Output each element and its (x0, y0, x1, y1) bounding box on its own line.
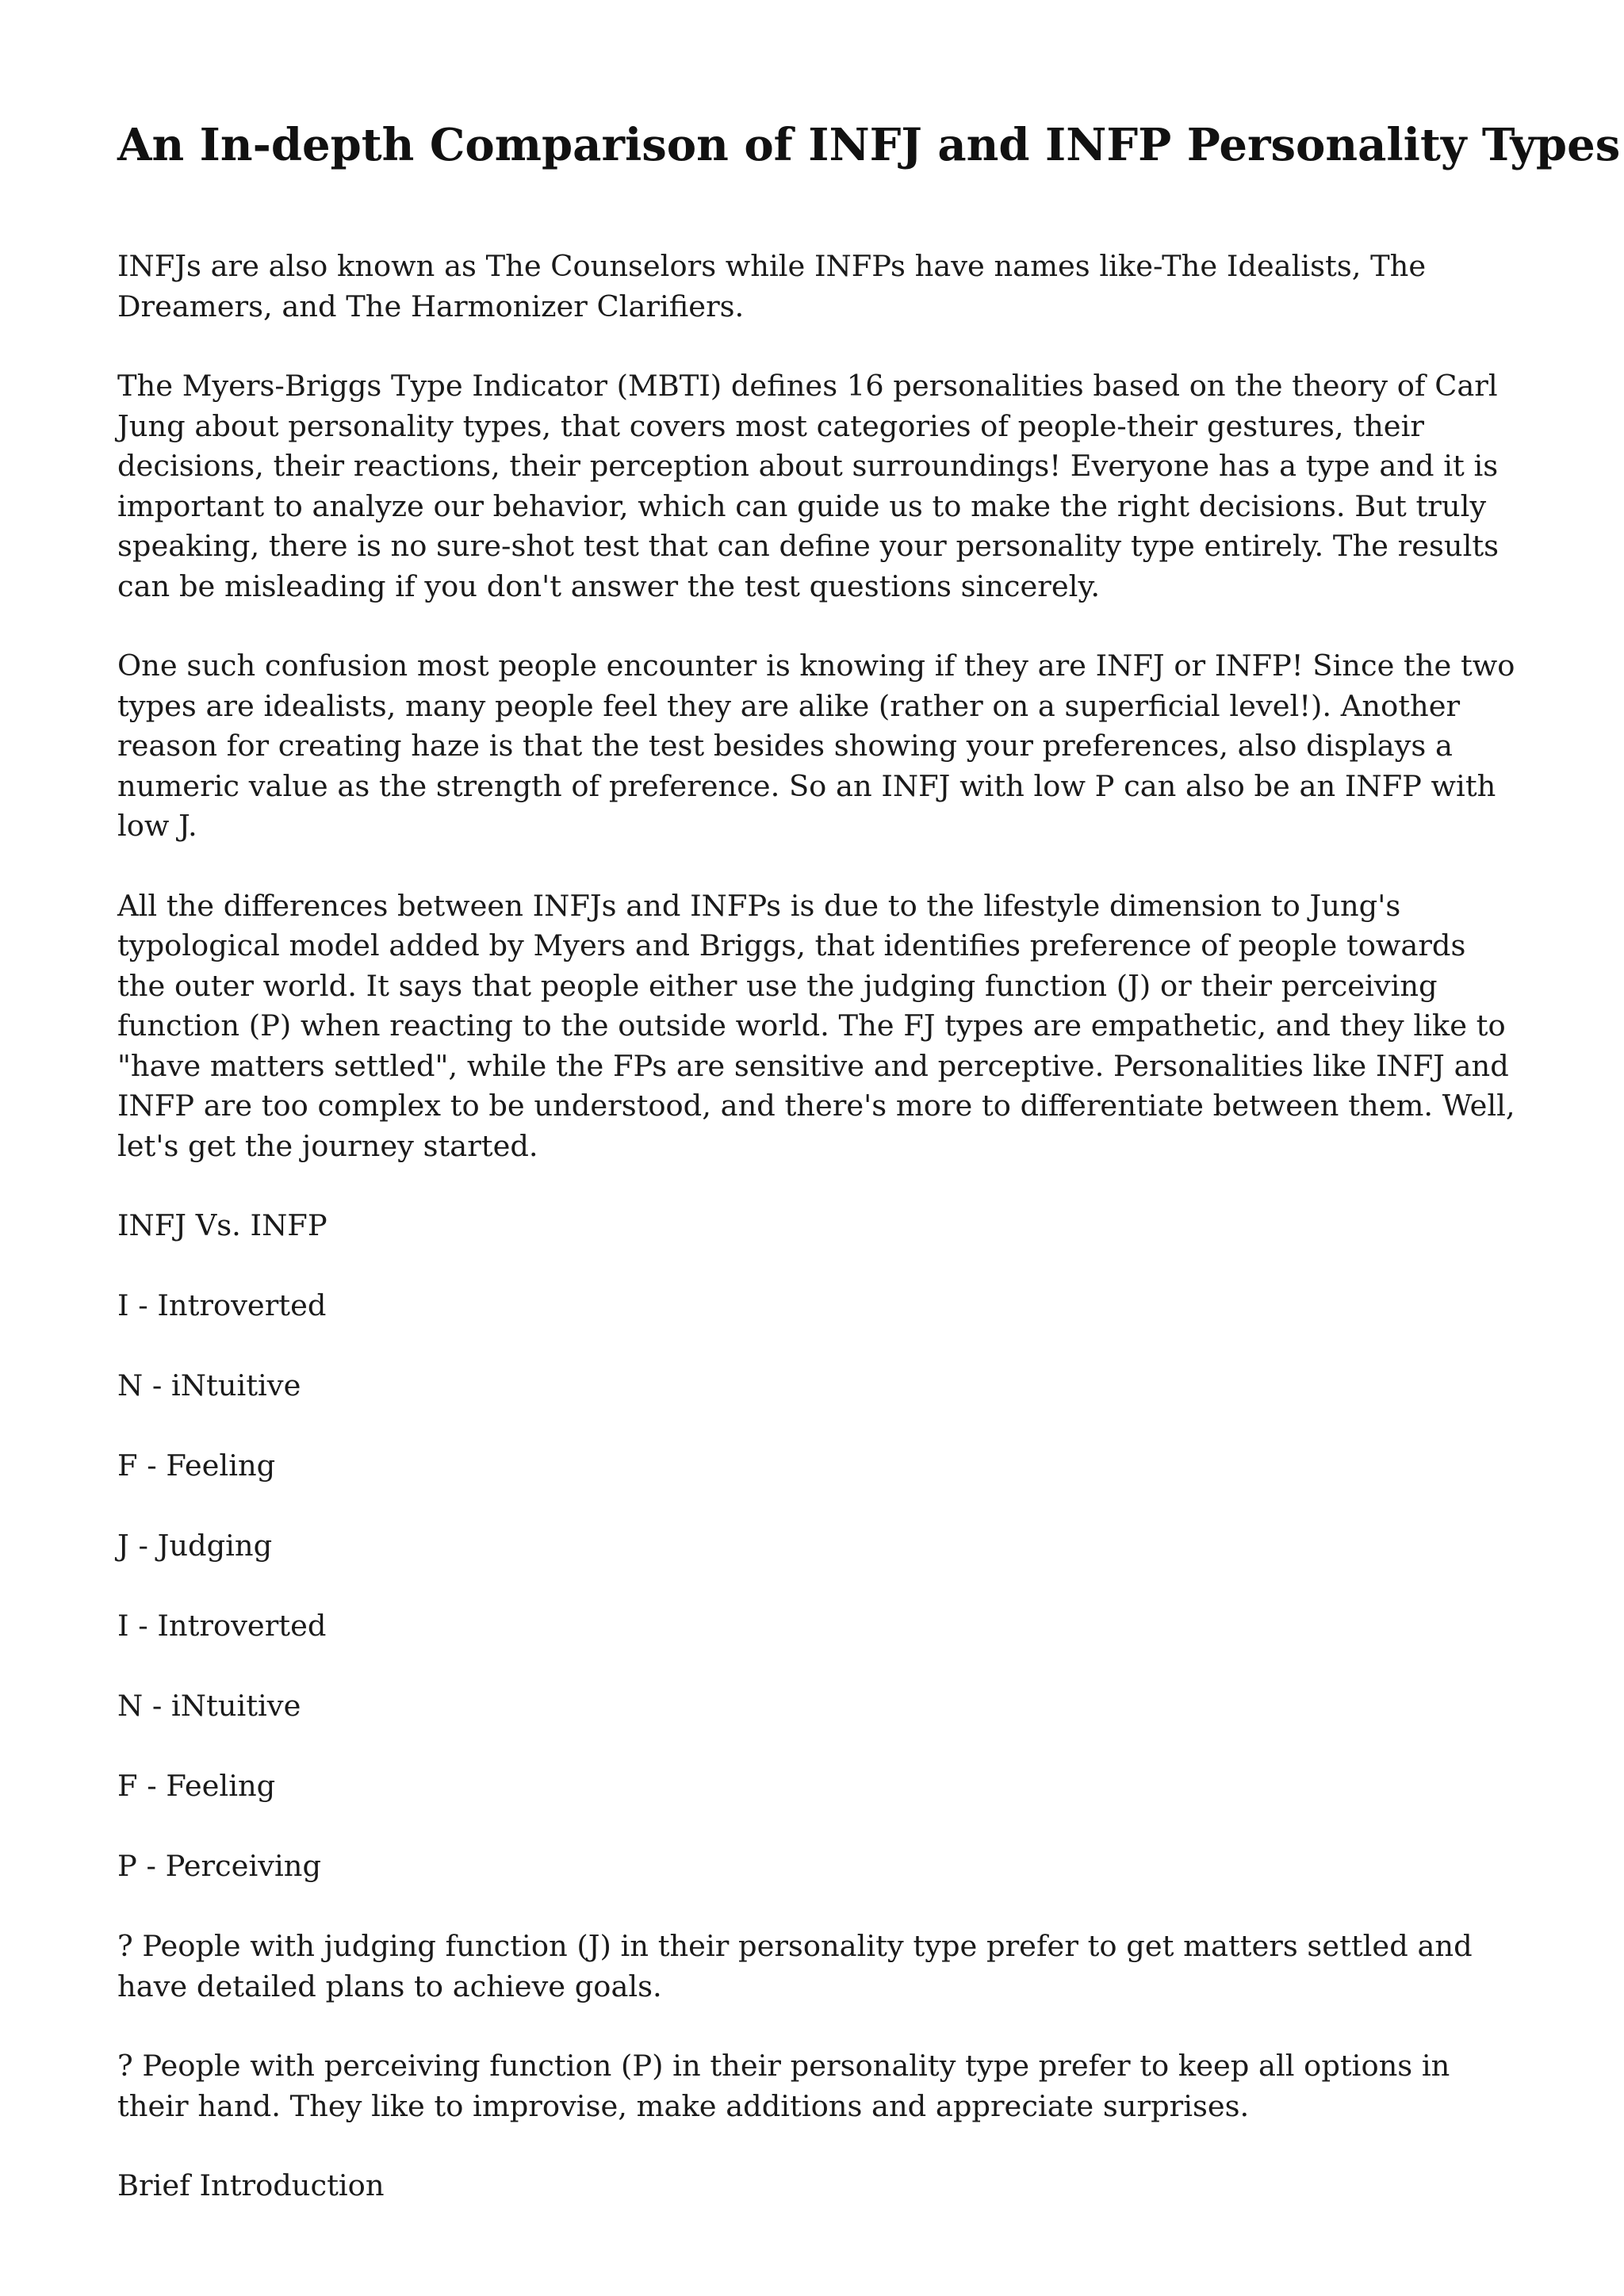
list-item: P - Perceiving (117, 1849, 322, 1884)
list-item: J - Judging (117, 1529, 273, 1563)
section-heading-infj-vs-infp: INFJ Vs. INFP (117, 1208, 327, 1243)
list-item: N - iNtuitive (117, 1368, 301, 1403)
section-heading-brief-introduction: Brief Introduction (117, 2168, 385, 2203)
paragraph-perceiving-note: ? People with perceiving function (P) in their personality type prefer to keep all options in their hand. They like to improvise, make additions and appreciate surprises. (117, 2049, 1450, 2123)
list-item: F - Feeling (117, 1769, 276, 1804)
paragraph-intro-names: INFJs are also known as The Counselors while INFPs have names like-The Idealists, The Dreamers, and The Harmonizer Clarifiers. (117, 249, 1427, 323)
paragraph-differences: All the differences between INFJs and INFPs is due to the lifestyle dimension to Jung's typological model added by Myers and Briggs, that identifies preference of people towards the outer world. It says that people either use the judging function (J) or their perceiving function (P) when reacting to the outside world. The FJ types are empathetic, and they like to "have matters settled", while the FPs are sensitive and perceptive. Personalities like INFJ and INFP are too complex to be understood, and there's more to differentiate between them. Well, let's get the journey started. (117, 888, 1515, 1163)
list-item: F - Feeling (117, 1448, 276, 1483)
paragraph-mbti-overview: The Myers-Briggs Type Indicator (MBTI) defines 16 personalities based on the theory of Carl Jung about personality types, that covers most categories of people-their gestures, their decisions, their reactions, their perception about surroundings! Everyone has a type and it is important to analyze our behavior, which can guide us to make the right decisions. But truly speaking, there is no sure-shot test that can define your personality type entirely. The results can be misleading if you don't answer the test questions sincerely. (117, 369, 1500, 603)
list-item: N - iNtuitive (117, 1689, 301, 1724)
page-title: An In-depth Comparison of INFJ and INFP Personality Types (117, 119, 1621, 171)
paragraph-confusion: One such confusion most people encounter is knowing if they are INFJ or INFP! Since the two types are idealists, many people feel they are alike (rather on a superficial level!). Another reason for creating haze is that the test besides showing your preferences, also displays a numeric value as the strength of preference. So an INFJ with low P can also be an INFP with low J. (117, 649, 1515, 844)
list-item: I - Introverted (117, 1609, 327, 1644)
document-page (117, 119, 1621, 2246)
paragraph-judging-note: ? People with judging function (J) in their personality type prefer to get matters settled and have detailed plans to achieve goals. (117, 1929, 1473, 2003)
list-item: I - Introverted (117, 1288, 327, 1323)
article-body (117, 247, 1521, 2206)
